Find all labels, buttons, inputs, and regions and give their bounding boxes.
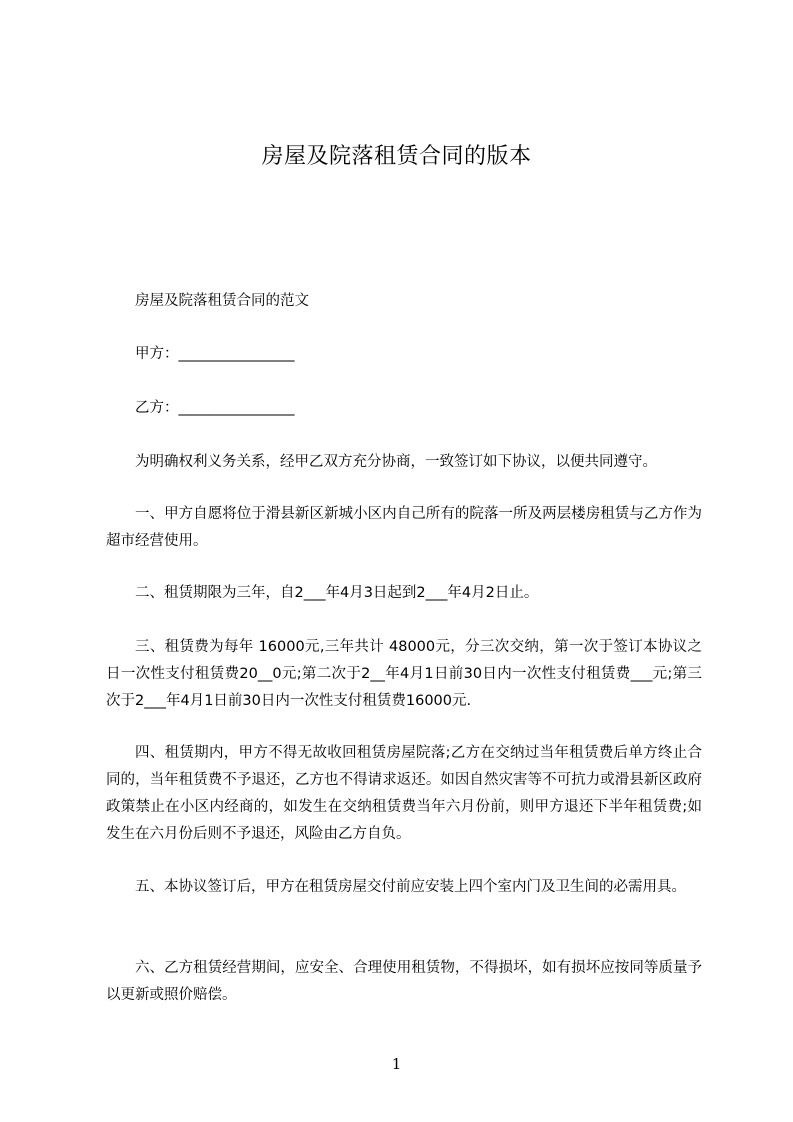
party-a-line: 甲方：________________ [135, 346, 295, 362]
clause-5: 五、本协议签订后，甲方在租赁房屋交付前应安装上四个室内门及卫生间的必需用具。 [135, 879, 686, 895]
intro-paragraph: 为明确权利义务关系，经甲乙双方充分协商，一致签订如下协议，以便共同遵守。 [135, 454, 657, 470]
document-title: 房屋及院落租赁合同的版本 [261, 144, 532, 169]
clause-4: 四、租赁期内，甲方不得无故收回租赁房屋院落;乙方在交纳过当年租赁费后单方终止合同的，当年租赁费不予退还，乙方也不得请求返还。如因自然灾害等不可抗力或滑县新区政府政策禁止在小区内经商的，如发生在交纳租赁费当年六月份前，则甲方退还下半年租赁费;如发生在六月份后则不予退还，风险由乙方自负。 [106, 745, 702, 842]
party-b-line: 乙方：________________ [135, 400, 295, 416]
clause-6: 六、乙方租赁经营期间，应安全、合理使用租赁物，不得损坏，如有损坏应按同等质量予以更新或照价赔偿。 [106, 960, 702, 1003]
clause-2: 二、租赁期限为三年，自2___年4月3日起到2___年4月2日止。 [135, 585, 539, 601]
clause-1: 一、甲方自愿将位于滑县新区新城小区内自己所有的院落一所及两层楼房租赁与乙方作为超市经营使用。 [106, 506, 702, 549]
clause-3: 三、租赁费为每年 16000元,三年共计 48000元，分三次交纳，第一次于签订本协议之日一次性支付租赁费20__0元;第二次于2__年4月1日前30日内一次性支付租赁费___元;第三次于2___年4月1日前30日内一次性支付租赁费16000元. [106, 639, 702, 709]
page-number: 1 [391, 1055, 402, 1073]
document-subtitle: 房屋及院落租赁合同的范文 [135, 293, 309, 309]
